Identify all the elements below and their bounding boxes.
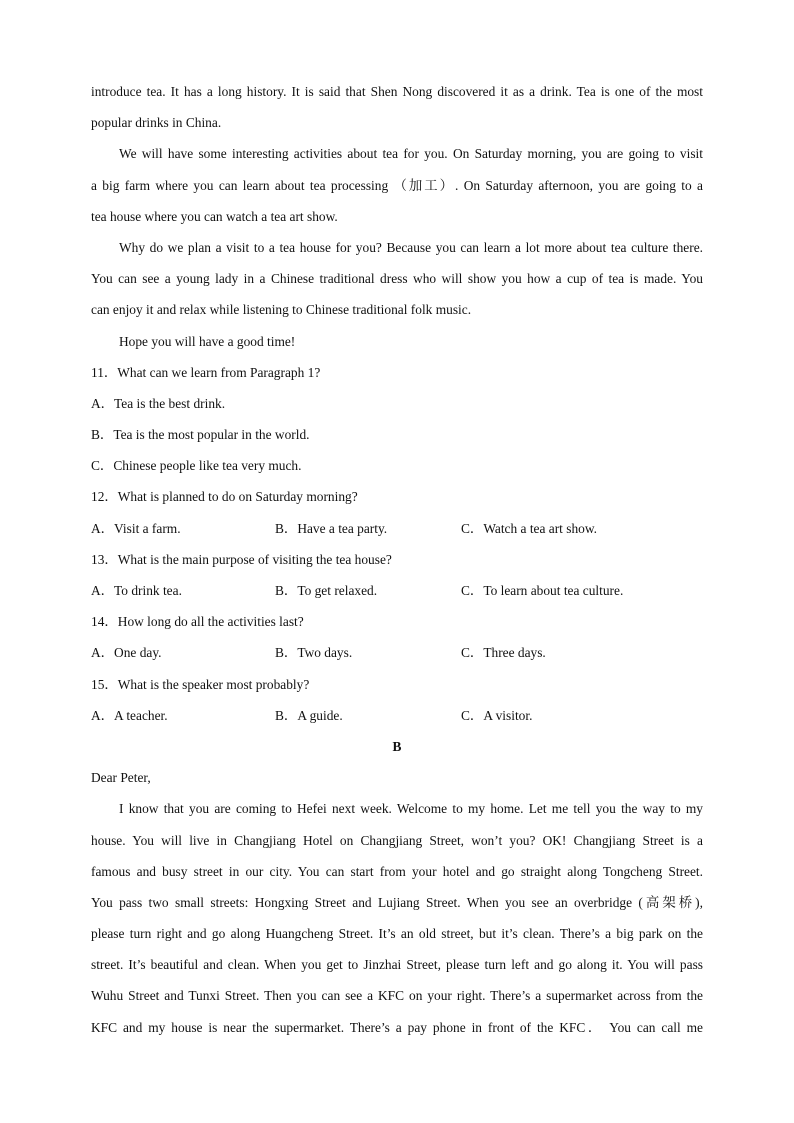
question-option: A．Visit a farm. [91, 520, 181, 536]
question-option: A．One day. [91, 645, 162, 661]
section-title: B [392, 738, 402, 754]
passage-b-line: Wuhu Street and Tunxi Street. Then you can see a KFC on your right. There’s a supermarket across from the [91, 988, 703, 1004]
passage-b-line: KFC and my house is near the supermarket. There’s a pay phone in front of the KFC． You can call me [91, 1019, 703, 1035]
question-option: C．Chinese people like tea very much. [91, 458, 302, 474]
passage-a-closing: Hope you will have a good time! [119, 333, 296, 349]
question-option: B．Have a tea party. [275, 520, 388, 536]
question-stem: 13．What is the main purpose of visiting the tea house? [91, 551, 392, 567]
question-option: A．A teacher. [91, 707, 168, 723]
question-option: C．Three days. [461, 645, 546, 661]
letter-salutation: Dear Peter, [91, 770, 151, 786]
passage-b-line: I know that you are coming to Hefei next week. Welcome to my home. Let me tell you the way to my [119, 801, 703, 817]
passage-a-line: You can see a young lady in a Chinese traditional dress who will show you how a cup of tea is made. You [91, 271, 703, 287]
document-page [91, 78, 703, 1045]
passage-a-line: can enjoy it and relax while listening to Chinese traditional folk music. [91, 302, 472, 318]
question-option: B．Tea is the most popular in the world. [91, 427, 310, 443]
question-stem: 14．How long do all the activities last? [91, 614, 304, 630]
passage-b-line: You pass two small streets: Hongxing Street and Lujiang Street. When you see an overbridge (高架桥), [91, 894, 703, 910]
passage-a-line: introduce tea. It has a long history. It is said that Shen Nong discovered it as a drink. Tea is one of the most [91, 84, 703, 99]
question-options-row [91, 515, 703, 546]
question-option: C．To learn about tea culture. [461, 583, 624, 598]
question-options-row [91, 702, 703, 733]
question-option: A．Tea is the best drink. [91, 395, 226, 411]
question-stem: 15．What is the speaker most probably? [91, 676, 310, 692]
question-option: B．A guide. [275, 707, 343, 723]
question-option: B．To get relaxed. [275, 583, 378, 598]
question-options-row [91, 639, 703, 670]
passage-a-line: a big farm where you can learn about tea processing （加工）. On Saturday afternoon, you are going to a [91, 177, 703, 193]
question-option: A．To drink tea. [91, 583, 182, 598]
passage-a-line: We will have some interesting activities about tea for you. On Saturday morning, you are going to visit [119, 146, 703, 162]
question-options-row [91, 577, 703, 608]
passage-a-line: Why do we plan a visit to a tea house for you? Because you can learn a lot more about tea culture there. [119, 239, 703, 255]
question-stem: 11．What can we learn from Paragraph 1? [91, 364, 321, 380]
passage-a-line: tea house where you can watch a tea art show. [91, 208, 338, 224]
passage-b-line: please turn right and go along Huangcheng Street. It’s an old street, but it’s clean. There’s a big park on the [91, 926, 703, 942]
passage-b-line: house. You will live in Changjiang Hotel on Changjiang Street, won’t you? OK! Changjiang Street is a [91, 832, 703, 848]
question-stem: 12．What is planned to do on Saturday morning? [91, 489, 358, 505]
question-option: C．A visitor. [461, 707, 533, 723]
question-option: C．Watch a tea art show. [461, 520, 598, 536]
passage-a-line: popular drinks in China. [91, 115, 222, 131]
passage-b-line: famous and busy street in our city. You can start from your hotel and go straight along Tongcheng Street. [91, 863, 703, 879]
passage-b-line: street. It’s beautiful and clean. When you get to Jinzhai Street, please turn left and go along it. You will pass [91, 957, 703, 973]
question-option: B．Two days. [275, 645, 353, 661]
